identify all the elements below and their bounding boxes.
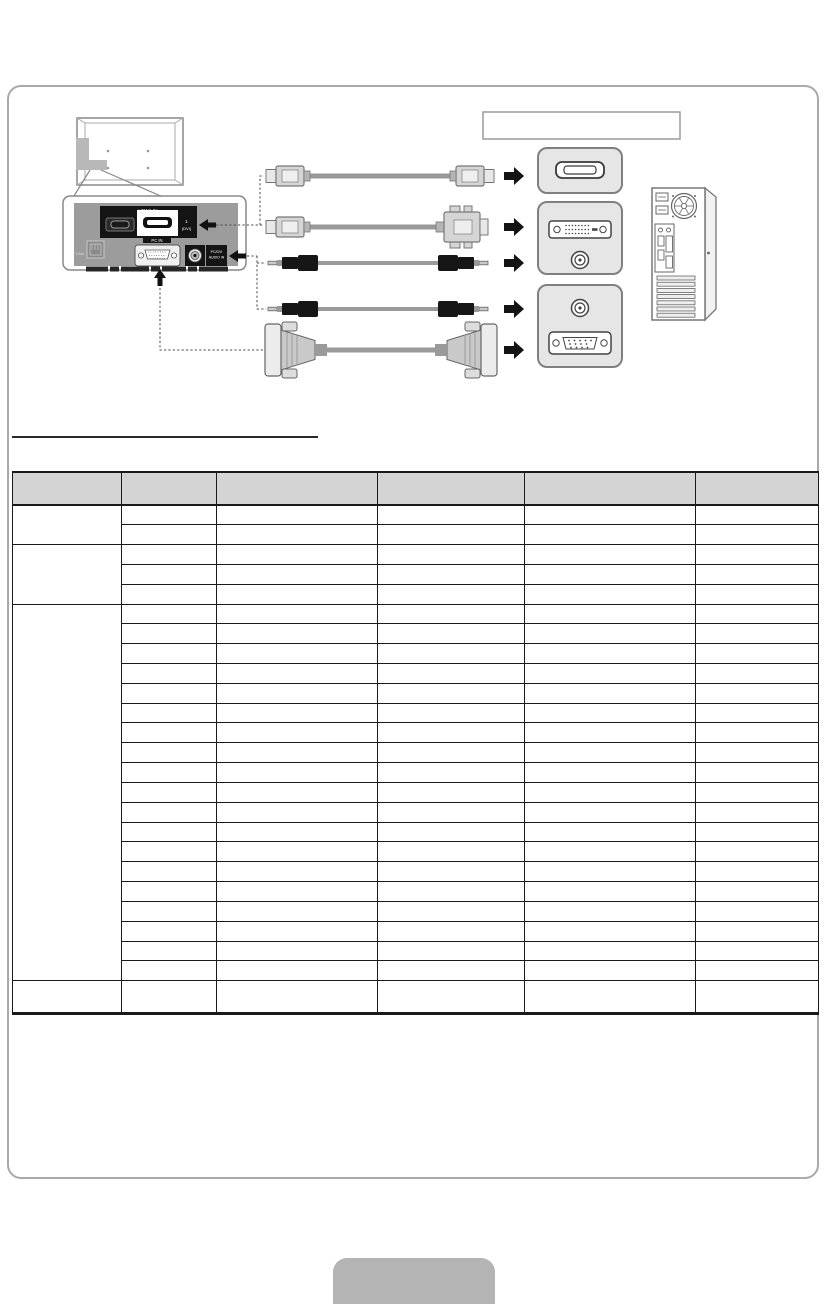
table-cell	[122, 822, 217, 842]
table-cell	[122, 644, 217, 664]
table-cell	[525, 544, 696, 564]
table-cell	[525, 644, 696, 664]
table-cell	[122, 941, 217, 961]
table-cell	[378, 505, 525, 525]
table-cell	[696, 822, 819, 842]
table-row	[13, 961, 819, 981]
table-cell	[525, 723, 696, 743]
table-cell	[122, 882, 217, 902]
table-cell	[122, 842, 217, 862]
table-cell	[122, 961, 217, 981]
table-cell	[122, 862, 217, 882]
table-cell	[696, 862, 819, 882]
table-cell	[122, 703, 217, 723]
table-row	[13, 505, 819, 525]
table-row	[13, 604, 819, 624]
table-cell	[217, 901, 378, 921]
table-cell	[122, 564, 217, 584]
expansion-slots	[657, 276, 695, 317]
table-cell	[696, 663, 819, 683]
table-row	[13, 624, 819, 644]
table-cell	[217, 683, 378, 703]
table-cell	[378, 763, 525, 783]
lan-label: LAN	[76, 251, 84, 256]
audio-jack-icon	[572, 252, 589, 269]
table-row	[13, 921, 819, 941]
table-cell	[378, 743, 525, 763]
table-cell	[378, 604, 525, 624]
table-cell	[525, 743, 696, 763]
table-cell	[696, 525, 819, 545]
table-cell	[525, 981, 696, 1014]
table-row	[13, 901, 819, 921]
vga-port-icon	[549, 332, 611, 354]
table-cell	[122, 802, 217, 822]
table-cell	[525, 683, 696, 703]
table-mode-cell	[13, 604, 122, 981]
table-cell	[378, 901, 525, 921]
fan-icon	[672, 194, 697, 219]
table-cell	[122, 544, 217, 564]
table-cell	[217, 544, 378, 564]
table-cell	[525, 564, 696, 584]
table-cell	[378, 802, 525, 822]
table-header-cell	[122, 472, 217, 505]
table-cell	[378, 723, 525, 743]
table-cell	[378, 564, 525, 584]
hdmi-port-dvi-label: (DVI)	[181, 226, 192, 231]
table-cell	[525, 604, 696, 624]
pc-in-dsub-port-icon	[135, 245, 180, 266]
table-cell	[217, 842, 378, 862]
table-cell	[122, 981, 217, 1014]
table-cell	[525, 961, 696, 981]
dvi-port-icon	[549, 221, 611, 238]
table-cell	[217, 862, 378, 882]
audio-cable	[268, 301, 488, 317]
table-header-cell	[378, 472, 525, 505]
table-cell	[217, 882, 378, 902]
table-cell	[525, 703, 696, 723]
table-cell	[122, 763, 217, 783]
table-cell	[122, 584, 217, 604]
table-cell	[217, 505, 378, 525]
table-cell	[378, 644, 525, 664]
table-header-cell	[13, 472, 122, 505]
table-cell	[696, 683, 819, 703]
table-cell	[696, 584, 819, 604]
table-cell	[378, 525, 525, 545]
table-cell	[525, 901, 696, 921]
table-cell	[378, 921, 525, 941]
table-cell	[696, 842, 819, 862]
arrow-up-icon	[154, 269, 166, 286]
table-cell	[696, 703, 819, 723]
table-cell	[525, 782, 696, 802]
table-cell	[122, 743, 217, 763]
tv-connection-panel	[63, 196, 246, 286]
table-cell	[217, 624, 378, 644]
table-row	[13, 862, 819, 882]
table-cell	[378, 882, 525, 902]
audio-jack-icon	[572, 300, 589, 317]
pc-in-label: PC IN	[151, 238, 163, 243]
table-cell	[217, 584, 378, 604]
table-cell	[122, 505, 217, 525]
table-row	[13, 941, 819, 961]
table-row	[13, 703, 819, 723]
table-cell	[378, 822, 525, 842]
table-row	[13, 981, 819, 1014]
table-cell	[217, 663, 378, 683]
table-row	[13, 584, 819, 604]
table-cell	[525, 663, 696, 683]
table-cell	[696, 882, 819, 902]
table-cell	[217, 644, 378, 664]
arrow-right-icon	[504, 341, 524, 359]
table-cell	[696, 901, 819, 921]
hdmi-cable	[266, 166, 494, 186]
table-mode-cell	[13, 505, 122, 544]
table-cell	[378, 703, 525, 723]
table-cell	[217, 921, 378, 941]
table-cell	[217, 564, 378, 584]
arrow-right-icon	[504, 218, 524, 236]
table-cell	[217, 961, 378, 981]
table-header-cell	[696, 472, 819, 505]
table-row	[13, 723, 819, 743]
table-mode-cell	[13, 544, 122, 604]
display-modes-table	[12, 471, 819, 1015]
table-cell	[217, 743, 378, 763]
table-cell	[525, 525, 696, 545]
pc-port-boxes	[538, 148, 622, 367]
tv-back-illustration	[74, 118, 183, 197]
table-cell	[378, 941, 525, 961]
table-cell	[217, 802, 378, 822]
table-row	[13, 544, 819, 564]
table-row	[13, 743, 819, 763]
table-row	[13, 683, 819, 703]
hdmi-port-1-icon	[143, 217, 172, 228]
table-row	[13, 822, 819, 842]
table-cell	[122, 901, 217, 921]
hdmi-port-number-label: 1	[185, 219, 188, 224]
table-cell	[378, 862, 525, 882]
note-box	[483, 112, 680, 139]
table-cell	[122, 604, 217, 624]
table-cell	[525, 882, 696, 902]
table-header-cell	[217, 472, 378, 505]
hdmi-port-icon	[556, 162, 604, 178]
page-action-button[interactable]	[333, 1258, 495, 1304]
table-row	[13, 782, 819, 802]
table-row	[13, 663, 819, 683]
table-cell	[525, 624, 696, 644]
table-cell	[696, 941, 819, 961]
table-cell	[217, 604, 378, 624]
table-cell	[217, 981, 378, 1014]
table-row	[13, 842, 819, 862]
table-cell	[122, 723, 217, 743]
table-cell	[122, 683, 217, 703]
table-row	[13, 763, 819, 783]
table-cell	[696, 763, 819, 783]
pc-audio-in-jack-icon	[185, 245, 205, 266]
table-cell	[378, 584, 525, 604]
table-cell	[378, 624, 525, 644]
table-cell	[696, 544, 819, 564]
table-cell	[378, 961, 525, 981]
table-cell	[217, 822, 378, 842]
arrow-right-icon	[504, 167, 524, 185]
table-cell	[378, 663, 525, 683]
table-cell	[525, 802, 696, 822]
table-cell	[696, 564, 819, 584]
table-row	[13, 525, 819, 545]
arrow-right-icon	[504, 254, 524, 272]
table-cell	[696, 624, 819, 644]
table-cell	[217, 525, 378, 545]
table-cell	[122, 525, 217, 545]
table-cell	[696, 961, 819, 981]
table-row	[13, 644, 819, 664]
table-cell	[696, 921, 819, 941]
table-cell	[525, 842, 696, 862]
pc-tower-illustration	[652, 188, 716, 320]
table-cell	[122, 663, 217, 683]
table-cell	[696, 604, 819, 624]
table-cell	[696, 505, 819, 525]
hdmi-port-2-icon	[106, 218, 134, 231]
table-cell	[696, 981, 819, 1014]
table-cell	[525, 921, 696, 941]
table-mode-cell	[13, 981, 122, 1014]
table-cell	[525, 941, 696, 961]
section-heading-underline	[12, 436, 318, 438]
table-cell	[696, 802, 819, 822]
panel-caption-strip	[86, 267, 228, 272]
table-cell	[217, 763, 378, 783]
arrow-right-icon	[504, 300, 524, 318]
table-cell	[122, 782, 217, 802]
table-cell	[696, 644, 819, 664]
table-cell	[378, 782, 525, 802]
lan-port-icon	[87, 241, 104, 258]
audio-in-label-line1: PC/DVI	[210, 250, 223, 254]
table-cell	[696, 743, 819, 763]
table-cell	[217, 703, 378, 723]
table-cell	[378, 544, 525, 564]
table-row	[13, 882, 819, 902]
table-cell	[217, 723, 378, 743]
table-cell	[525, 584, 696, 604]
table-cell	[378, 842, 525, 862]
vga-cable	[265, 322, 497, 378]
table-cell	[525, 822, 696, 842]
table-cell	[378, 683, 525, 703]
table-row	[13, 564, 819, 584]
table-cell	[122, 624, 217, 644]
table-cell	[525, 763, 696, 783]
table-cell	[696, 723, 819, 743]
table-cell	[217, 941, 378, 961]
audio-in-label-line2: AUDIO IN	[208, 255, 225, 260]
table-cell	[696, 782, 819, 802]
table-cell	[122, 921, 217, 941]
table-row	[13, 802, 819, 822]
audio-cable	[268, 255, 488, 271]
table-cell	[378, 981, 525, 1014]
table-cell	[525, 862, 696, 882]
connection-diagram	[0, 0, 828, 460]
hdmi-dvi-cable	[266, 206, 488, 248]
table-cell	[525, 505, 696, 525]
table-header-cell	[525, 472, 696, 505]
table-cell	[217, 782, 378, 802]
